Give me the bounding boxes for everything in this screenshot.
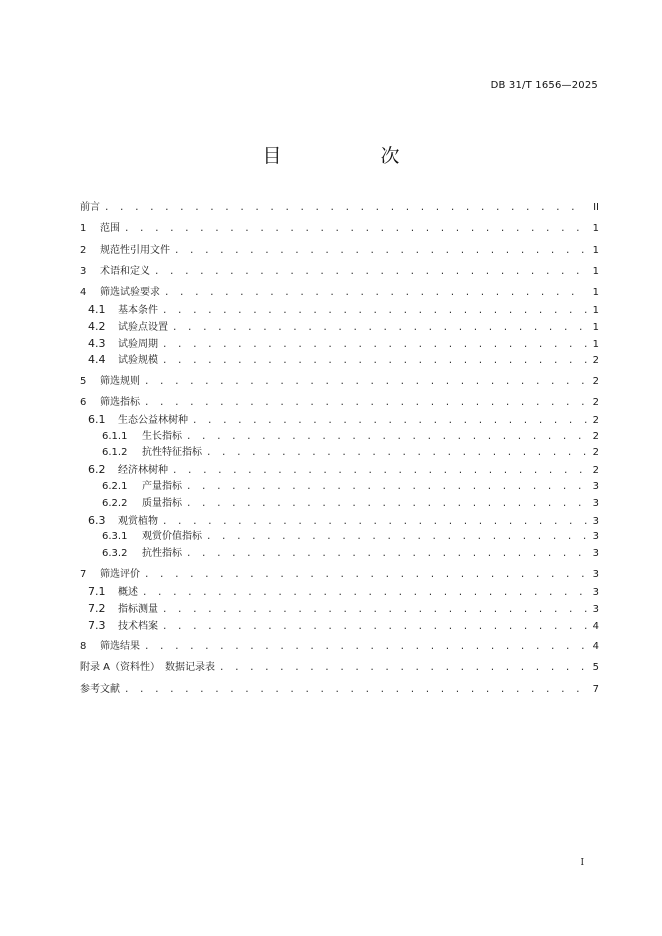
toc-leader-dots xyxy=(124,682,587,699)
toc-entry-page: 4 xyxy=(592,620,599,632)
toc-entry-label: 筛选评价 xyxy=(100,569,140,581)
toc-leader-dots xyxy=(144,567,587,584)
toc-entry-label: 质量指标 xyxy=(142,497,182,509)
toc-leader-dots xyxy=(186,546,587,563)
toc-entry-label: 指标测量 xyxy=(118,604,158,616)
toc-entry[interactable] xyxy=(80,682,599,699)
toc-entry[interactable] xyxy=(80,445,599,462)
toc-leader-dots xyxy=(186,429,587,446)
toc-leader-dots xyxy=(154,264,587,281)
document-code: DB 31/T 1656—2025 xyxy=(490,80,598,91)
toc-entry[interactable] xyxy=(80,319,599,336)
toc-entry[interactable] xyxy=(80,221,599,238)
toc-entry-page: 3 xyxy=(592,569,599,581)
toc-entry-page: 1 xyxy=(592,338,599,350)
toc-entry-number: 6.3.1 xyxy=(102,531,128,543)
toc-entry-number: 6.1.2 xyxy=(102,447,128,459)
toc-leader-dots xyxy=(219,660,587,677)
toc-entry-page: 1 xyxy=(592,244,599,256)
toc-entry-page: 1 xyxy=(592,265,599,277)
toc-leader-dots xyxy=(142,585,587,602)
toc-entry[interactable] xyxy=(80,546,599,563)
toc-entry-page: II xyxy=(593,202,599,213)
toc-entry-page: 5 xyxy=(592,662,599,674)
toc-entry-label: 产量指标 xyxy=(142,480,182,492)
toc-entry-label: 试验点设置 xyxy=(118,321,168,333)
toc-entry-page: 2 xyxy=(592,355,599,367)
toc-entry[interactable] xyxy=(80,352,599,369)
toc-entry-number: 4.1 xyxy=(88,302,106,316)
toc-entry-page: 2 xyxy=(592,375,599,387)
toc-entry-label: 抗性指标 xyxy=(142,548,182,560)
toc-leader-dots xyxy=(192,413,587,430)
toc-entry-page: 2 xyxy=(592,396,599,408)
toc-entry-label: 观赏价值指标 xyxy=(142,531,202,543)
toc-entry-page: 1 xyxy=(592,304,599,316)
toc-entry-page: 7 xyxy=(592,683,599,695)
toc-entry-page: 3 xyxy=(592,548,599,560)
toc-leader-dots xyxy=(144,395,587,412)
toc-entry-label: 试验规模 xyxy=(118,355,158,367)
page-title: 目 次 xyxy=(262,145,440,167)
toc-leader-dots xyxy=(162,602,587,619)
toc-leader-dots xyxy=(206,529,587,546)
toc-entry-number: 7.3 xyxy=(88,618,106,632)
toc-entry[interactable] xyxy=(80,601,599,618)
toc-entry-page: 2 xyxy=(592,447,599,459)
toc-leader-dots xyxy=(186,496,587,513)
toc-entry-label: 筛选规则 xyxy=(100,375,140,387)
toc-entry[interactable] xyxy=(80,496,599,513)
toc-leader-dots xyxy=(162,619,587,636)
toc-entry-page: 2 xyxy=(592,414,599,426)
toc-entry-number: 6.1.1 xyxy=(102,430,128,442)
toc-entry-page: 3 xyxy=(592,531,599,543)
toc-entry-label: 技术档案 xyxy=(118,620,158,632)
toc-entry-label: 经济林树种 xyxy=(118,465,168,477)
toc-entry[interactable] xyxy=(80,395,599,412)
toc-entry-page: 2 xyxy=(592,465,599,477)
toc-entry-number: 1 xyxy=(80,223,87,235)
toc-entry-page: 2 xyxy=(592,430,599,442)
toc-leader-dots xyxy=(174,243,587,260)
toc-entry[interactable] xyxy=(80,285,599,302)
toc-leader-dots xyxy=(162,514,587,531)
toc-entry[interactable] xyxy=(80,660,599,677)
toc-entry-label: 筛选试验要求 xyxy=(100,287,160,299)
toc-entry[interactable] xyxy=(80,618,599,635)
toc-entry[interactable] xyxy=(80,243,599,260)
table-of-contents xyxy=(80,200,599,699)
toc-entry-label: 观赏植物 xyxy=(118,515,158,527)
toc-entry-number: 6 xyxy=(80,396,87,408)
toc-entry-label: 试验周期 xyxy=(118,338,158,350)
toc-entry[interactable] xyxy=(80,513,599,530)
toc-entry-label: 概述 xyxy=(118,587,138,599)
toc-entry-number: 6.1 xyxy=(88,412,106,426)
toc-entry[interactable] xyxy=(80,264,599,281)
toc-entry[interactable] xyxy=(80,529,599,546)
toc-entry-number: 7 xyxy=(80,569,87,581)
toc-entry-page: 3 xyxy=(592,480,599,492)
toc-entry-label: 生态公益林树种 xyxy=(118,414,188,426)
toc-entry-number: 7.1 xyxy=(88,585,106,599)
toc-leader-dots xyxy=(144,374,587,391)
toc-entry-label: 前言 xyxy=(80,202,100,213)
toc-entry[interactable] xyxy=(80,374,599,391)
toc-entry-page: 1 xyxy=(592,287,599,299)
toc-entry-label: 参考文献 xyxy=(80,683,120,695)
toc-leader-dots xyxy=(186,479,587,496)
toc-entry-label: 基本条件 xyxy=(118,304,158,316)
toc-entry-number: 7.2 xyxy=(88,602,106,616)
toc-leader-dots xyxy=(162,303,587,320)
toc-entry-page: 3 xyxy=(592,604,599,616)
toc-entry-label: 术语和定义 xyxy=(100,265,150,277)
toc-entry-number: 4.4 xyxy=(88,353,106,367)
toc-entry[interactable] xyxy=(80,412,599,429)
toc-entry-number: 2 xyxy=(80,244,87,256)
toc-entry-page: 4 xyxy=(592,641,599,653)
toc-leader-dots xyxy=(172,463,587,480)
toc-leader-dots xyxy=(104,200,587,217)
toc-entry-label: 抗性特征指标 xyxy=(142,447,202,459)
page-number: I xyxy=(580,858,584,868)
toc-entry-number: 6.2.1 xyxy=(102,480,128,492)
toc-leader-dots xyxy=(164,285,587,302)
toc-entry[interactable] xyxy=(80,639,599,656)
toc-entry-number: 6.3 xyxy=(88,513,106,527)
toc-entry-page: 1 xyxy=(592,223,599,235)
toc-leader-dots xyxy=(172,320,587,337)
toc-entry-page: 3 xyxy=(592,515,599,527)
toc-leader-dots xyxy=(144,639,587,656)
toc-entry-number: 6.3.2 xyxy=(102,548,128,560)
toc-entry-label: 规范性引用文件 xyxy=(100,244,170,256)
toc-entry[interactable] xyxy=(80,462,599,479)
toc-entry[interactable] xyxy=(80,302,599,319)
toc-entry-label: 范围 xyxy=(100,223,120,235)
toc-entry[interactable] xyxy=(80,479,599,496)
toc-entry-label: 附录 A（资料性） 数据记录表 xyxy=(80,662,216,674)
toc-entry-number: 6.2 xyxy=(88,463,106,477)
toc-entry-label: 筛选指标 xyxy=(100,396,140,408)
toc-entry[interactable] xyxy=(80,567,599,584)
toc-entry-number: 6.2.2 xyxy=(102,497,128,509)
toc-entry-number: 8 xyxy=(80,641,87,653)
toc-entry-page: 1 xyxy=(592,321,599,333)
toc-leader-dots xyxy=(206,445,587,462)
toc-leader-dots xyxy=(162,337,587,354)
toc-entry-label: 生长指标 xyxy=(142,430,182,442)
toc-entry-page: 3 xyxy=(592,587,599,599)
toc-entry-page: 3 xyxy=(592,497,599,509)
toc-entry-number: 4.2 xyxy=(88,319,106,333)
toc-entry[interactable] xyxy=(80,200,599,217)
toc-leader-dots xyxy=(124,221,587,238)
toc-entry[interactable] xyxy=(80,336,599,353)
toc-entry-number: 5 xyxy=(80,375,87,387)
toc-leader-dots xyxy=(162,353,587,370)
toc-entry-number: 4.3 xyxy=(88,336,106,350)
toc-entry[interactable] xyxy=(80,584,599,601)
toc-entry-number: 4 xyxy=(80,287,87,299)
toc-entry-number: 3 xyxy=(80,265,87,277)
toc-entry-label: 筛选结果 xyxy=(100,641,140,653)
toc-entry[interactable] xyxy=(80,429,599,446)
